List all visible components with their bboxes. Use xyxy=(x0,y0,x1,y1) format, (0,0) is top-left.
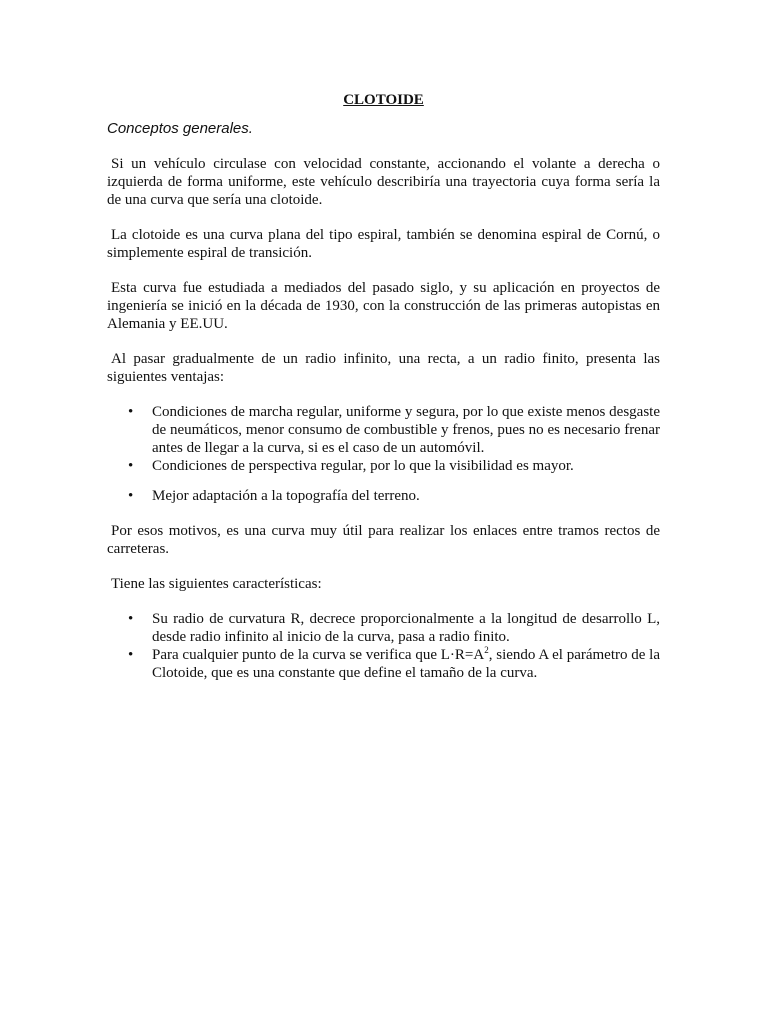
bullet-icon: • xyxy=(128,404,134,420)
list-item xyxy=(107,646,660,682)
list-item-text xyxy=(152,647,660,681)
formula-text-after: , siendo A el parámetro de la Clotoide, que es una constante que define el tamaño de la curva. xyxy=(152,647,661,681)
formula-exponent: 2 xyxy=(484,645,489,655)
list-item xyxy=(107,610,660,646)
advantages-list xyxy=(107,403,660,505)
list-item xyxy=(107,403,660,457)
features-list xyxy=(107,610,660,682)
list-item-text: Mejor adaptación a la topografía del terreno. xyxy=(152,488,420,504)
bullet-icon: • xyxy=(128,458,134,474)
formula-text-before: Para cualquier punto de la curva se verifica que L·R=A xyxy=(152,647,485,663)
list-item-text: Su radio de curvatura R, decrece proporcionalmente a la longitud de desarrollo L, desde radio infinito al inicio de la curva, pasa a radio finito. xyxy=(152,611,660,645)
section-subtitle: Conceptos generales. xyxy=(107,120,253,137)
document-page xyxy=(107,90,660,699)
bullet-icon: • xyxy=(128,488,134,504)
list-item xyxy=(107,457,660,475)
paragraph-history: Esta curva fue estudiada a mediados del pasado siglo, y su aplicación en proyectos de ingeniería se inició en la década de 1930, con la construcción de las primeras autopistas en Alemania y EE.UU. xyxy=(107,280,660,332)
document-title: CLOTOIDE xyxy=(343,92,424,108)
bullet-icon: • xyxy=(128,647,134,663)
bullet-icon: • xyxy=(128,611,134,627)
paragraph-vehicle: Si un vehículo circulase con velocidad constante, accionando el volante a derecha o izquierda de forma uniforme, este vehículo describiría una trayectoria cuya forma sería la de una curva que sería una clotoide. xyxy=(107,156,660,208)
paragraph-motives: Por esos motivos, es una curva muy útil para realizar los enlaces entre tramos rectos de carreteras. xyxy=(107,523,660,557)
paragraph-advantages-intro: Al pasar gradualmente de un radio infinito, una recta, a un radio finito, presenta las siguientes ventajas: xyxy=(107,351,660,385)
list-item-text: Condiciones de marcha regular, uniforme y segura, por lo que existe menos desgaste de neumáticos, menor consumo de combustible y frenos, pues no es necesario frenar antes de llegar a la curva, si es el caso de un automóvil. xyxy=(152,404,660,456)
paragraph-definition: La clotoide es una curva plana del tipo espiral, también se denomina espiral de Cornú, o simplemente espiral de transición. xyxy=(107,227,660,261)
list-item xyxy=(107,487,660,505)
list-item-text: Condiciones de perspectiva regular, por lo que la visibilidad es mayor. xyxy=(152,458,574,474)
paragraph-features-intro: Tiene las siguientes características: xyxy=(111,576,322,592)
